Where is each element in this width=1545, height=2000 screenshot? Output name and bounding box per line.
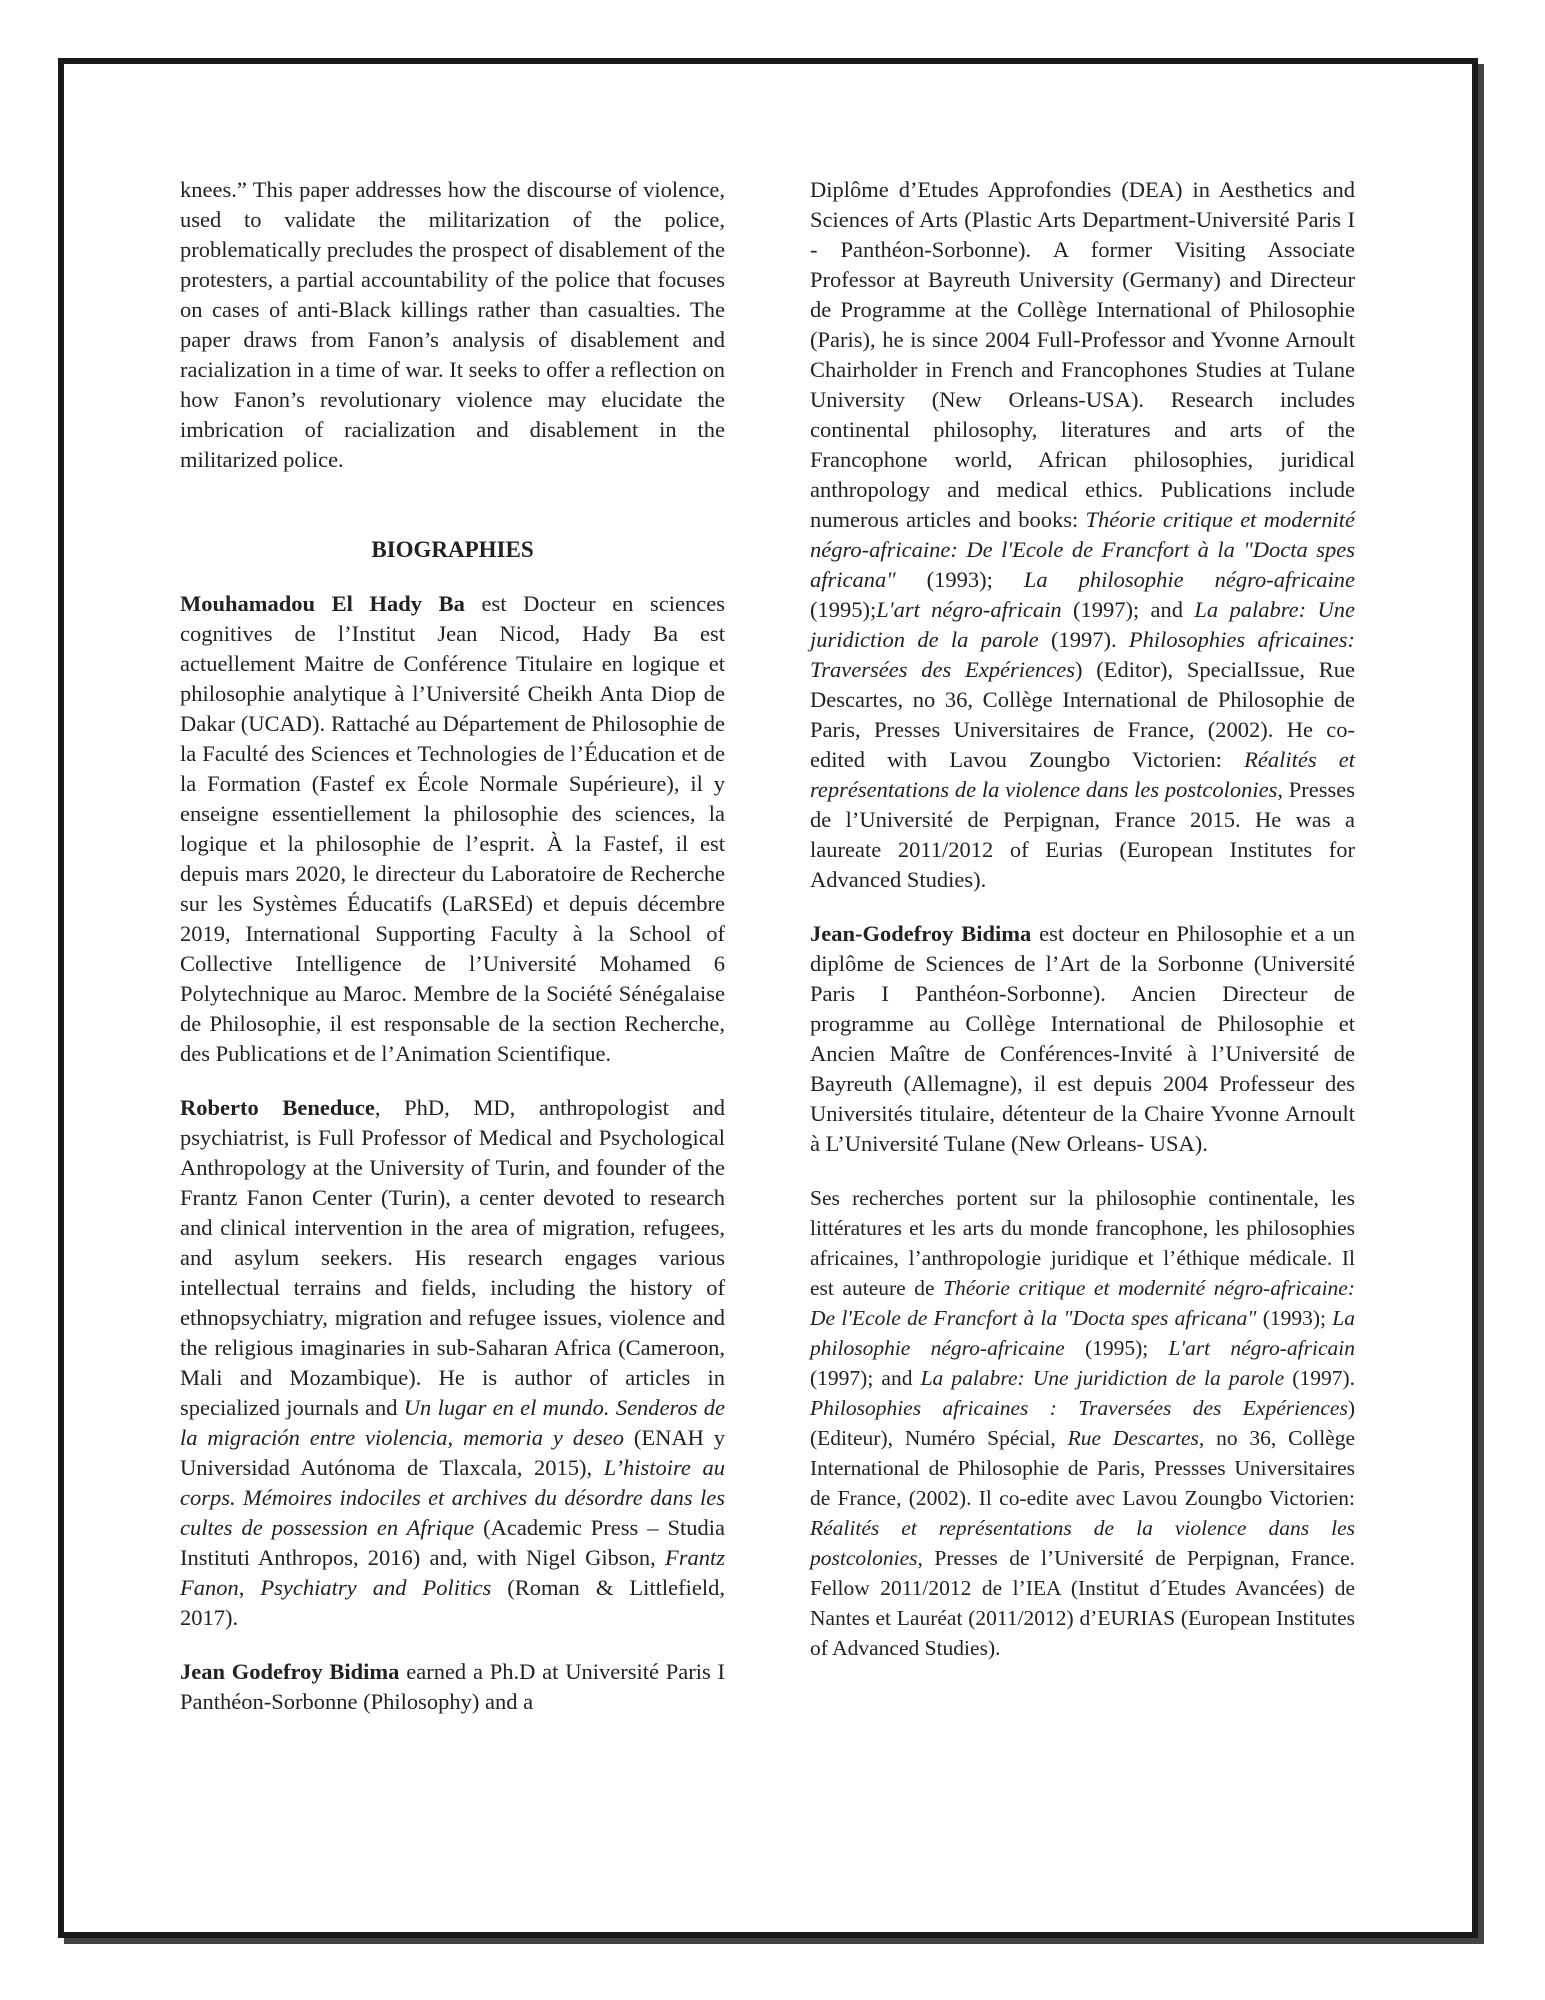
book-title: L'art négro-africain xyxy=(876,597,1062,622)
bio-beneduce-text: , PhD, MD, anthropologist and psychiatrist, is Full Professor of Medical and Psychological Anthropology at the University of Turin, and founder of the Frantz Fanon Center (Turin), a center devoted to research and clinical intervention in the area of migration, refugees, and asylum seekers. His research engages various intellectual terrains and fields, including the history of ethnopsychiatry, migration and refugee issues, violence and the religious imaginaries in sub-Saharan Africa (Cameroon, Mali and Mozambique). He is author of articles in specialized journals and xyxy=(180,1095,725,1420)
book-title: Philosophies africaines : Traversées des Expériences xyxy=(810,1396,1348,1420)
book-title: Réalités et représentations de la violence dans les postcolonies xyxy=(810,747,1355,802)
bio-text: no 36, Collège International de Philosophie de Paris, Pressses Universitaires de France, (2002). Il co-edite avec Lavou Zoungbo Victorien: xyxy=(810,1426,1355,1510)
bio-text: ) (Editor), SpecialIssue, Rue Descartes, no 36, Collège International de Philosophie de Paris, Presses Universitaires de France, (2002). He co-edited with Lavou Zoungbo Victorien: xyxy=(810,657,1355,772)
bio-bidima-en-continued xyxy=(810,175,1355,895)
bio-beneduce xyxy=(180,1093,725,1633)
bio-beneduce-text: (Roman & Littlefield, 2017). xyxy=(180,1575,725,1630)
book-title: L’histoire au corps. Mémoires indociles et archives du désordre dans les cultes de possession en Afrique xyxy=(180,1455,725,1540)
bio-text: (1993); xyxy=(1256,1306,1333,1330)
book-title: Frantz Fanon, Psychiatry and Politics xyxy=(180,1545,725,1600)
bio-ba-name: Mouhamadou El Hady Ba xyxy=(180,591,465,616)
bio-bidima-en-name: Jean Godefroy Bidima xyxy=(180,1659,400,1684)
bio-bidima-fr-research xyxy=(810,1183,1355,1663)
bio-text: (1995); xyxy=(1064,1336,1169,1360)
bio-ba xyxy=(180,589,725,1069)
bio-text: (1997). xyxy=(1038,627,1129,652)
bio-text: , Presses de l’Université de Perpignan, France. Fellow 2011/2012 de l’IEA (Institut d´Etudes Avancées) de Nantes et Lauréat (2011/2012) d’EURIAS (European Institutes of Advanced Studies). xyxy=(810,1546,1355,1660)
bio-beneduce-text: (Academic Press – Studia Instituti Anthropos, 2016) and, with Nigel Gibson, xyxy=(180,1515,725,1570)
bio-text: Diplôme d’Etudes Approfondies (DEA) in Aesthetics and Sciences of Arts (Plastic Arts Department-Université Paris I - Panthéon-Sorbonne). A former Visiting Associate Professor at Bayreuth University (Germany) and Directeur de Programme at the Collège International of Philosophie (Paris), he is since 2004 Full-Professor and Yvonne Arnoult Chairholder in French and Francophones Studies at Tulane University (New Orleans-USA). Research includes continental philosophy, literatures and arts of the Francophone world, African philosophies, juridical anthropology and medical ethics. Publications include numerous articles and books: xyxy=(810,177,1355,532)
bio-bidima-fr xyxy=(810,919,1355,1159)
book-title: L'art négro-africain xyxy=(1168,1336,1355,1360)
bio-text: (1995); xyxy=(810,597,877,622)
book-title: Théorie critique et modernité négro-africaine: De l'Ecole de Francfort à la "Docta spes africana" xyxy=(810,507,1355,592)
bio-beneduce-text: (ENAH y Universidad Autónoma de Tlaxcala, 2015), xyxy=(180,1425,726,1480)
bio-text: (1997); and xyxy=(1061,597,1195,622)
bio-text: (1997). xyxy=(1284,1366,1355,1390)
bio-bidima-en-text: earned a Ph.D at Université Paris I Panthéon-Sorbonne (Philosophy) and a xyxy=(180,1659,726,1714)
book-title: La palabre: Une juridiction de la parole xyxy=(920,1366,1285,1390)
bio-text: , Presses de l’Université de Perpignan, France 2015. He was a laureate 2011/2012 of Eurias (European Institutes for Advanced Studies). xyxy=(810,777,1355,892)
bio-bidima-fr-text: est docteur en Philosophie et a un diplôme de Sciences de l’Art de la Sorbonne (Université Paris I Panthéon-Sorbonne). Ancien Directeur de programme au Collège International de Philosophie et Ancien Maître de Conférences-Invité à l’Université de Bayreuth (Allemagne), il est depuis 2004 Professeur des Universités titulaire, détenteur de la Chaire Yvonne Arnoult à L’Université Tulane (New Orleans- USA). xyxy=(810,921,1355,1156)
book-title: La palabre: Une juridiction de la parole xyxy=(810,597,1355,652)
bio-text: (1993); xyxy=(895,567,1024,592)
book-title: Théorie critique et modernité négro-africaine: De l'Ecole de Francfort à la "Docta spes africana" xyxy=(810,1276,1355,1330)
book-title: La philosophie négro-africaine xyxy=(1023,567,1355,592)
intro-paragraph: knees.” This paper addresses how the discourse of violence, used to validate the militarization of the police, problematically precludes the prospect of disablement of the protesters, a partial accountability of the police that focuses on cases of anti-Black killings rather than casualties. The paper draws from Fanon’s analysis of disablement and racialization in a time of war. It seeks to offer a reflection on how Fanon’s revolutionary violence may elucidate the imbrication of racialization and disablement in the militarized police. xyxy=(180,177,725,472)
bio-bidima-en xyxy=(180,1657,725,1717)
right-column xyxy=(810,175,1355,1685)
book-title: Rue Descartes, xyxy=(1067,1426,1205,1450)
book-title: Réalités et représentations de la violence dans les postcolonies xyxy=(810,1516,1355,1570)
left-column xyxy=(180,175,725,1739)
book-title: La philosophie négro-africaine xyxy=(810,1306,1355,1360)
bio-text: ) (Editeur), Numéro Spécial, xyxy=(810,1396,1355,1450)
book-title: Un lugar en el mundo. Senderos de la migración entre violencia, memoria y deseo xyxy=(180,1395,725,1450)
bio-text: Ses recherches portent sur la philosophie continentale, les littératures et les arts du monde francophone, les philosophies africaines, l’anthropologie juridique et l’éthique médicale. Il est auteure de xyxy=(810,1186,1355,1300)
bio-beneduce-name: Roberto Beneduce xyxy=(180,1095,375,1120)
bio-text: (1997); and xyxy=(810,1366,921,1390)
bio-bidima-fr-name: Jean-Godefroy Bidima xyxy=(810,921,1032,946)
bio-ba-text: est Docteur en sciences cognitives de l’Institut Jean Nicod, Hady Ba est actuellement Maitre de Conférence Titulaire en logique et philosophie analytique à l’Université Cheikh Anta Diop de Dakar (UCAD). Rattaché au Département de Philosophie de la Faculté des Sciences et Technologies de l’Éducation et de la Formation (Fastef ex École Normale Supérieure), il y enseigne essentiellement la philosophie des sciences, la logique et la philosophie de l’esprit. À la Fastef, il est depuis mars 2020, le directeur du Laboratoire de Recherche sur les Systèmes Éducatifs (LaRSEd) et depuis décembre 2019, International Supporting Faculty à la School of Collective Intelligence de l’Université Mohamed 6 Polytechnique au Maroc. Membre de la Société Sénégalaise de Philosophie, il est responsable de la section Recherche, des Publications et de l’Animation Scientifique. xyxy=(180,591,725,1066)
biographies-heading: BIOGRAPHIES xyxy=(371,537,534,562)
book-title: Philosophies africaines: Traversées des Expériences xyxy=(810,627,1355,682)
